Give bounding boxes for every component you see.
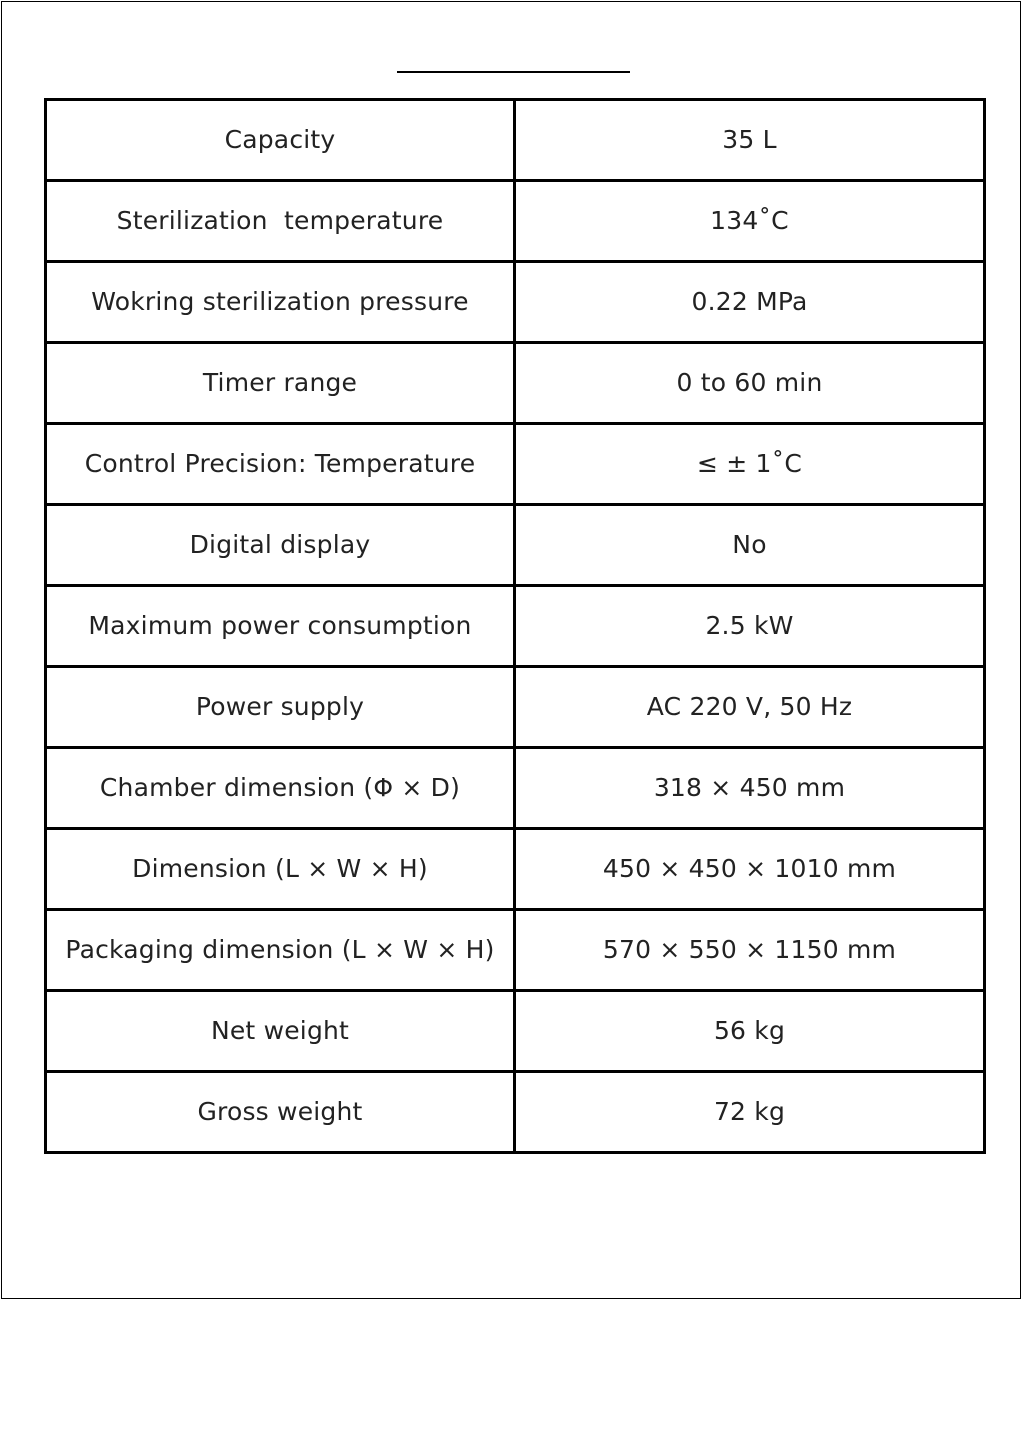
table-row bbox=[46, 829, 985, 910]
spec-label: Net weight bbox=[46, 991, 515, 1072]
spec-label: Control Precision: Temperature bbox=[46, 424, 515, 505]
table-row bbox=[46, 181, 985, 262]
spec-label: Gross weight bbox=[46, 1072, 515, 1153]
spec-label: Power supply bbox=[46, 667, 515, 748]
spec-value: 134˚C bbox=[515, 181, 985, 262]
table-row bbox=[46, 1072, 985, 1153]
spec-value: 570 × 550 × 1150 mm bbox=[515, 910, 985, 991]
table-row bbox=[46, 586, 985, 667]
table-row bbox=[46, 667, 985, 748]
spec-value: AC 220 V, 50 Hz bbox=[515, 667, 985, 748]
spec-label: Dimension (L × W × H) bbox=[46, 829, 515, 910]
spec-value: 450 × 450 × 1010 mm bbox=[515, 829, 985, 910]
spec-value: 35 L bbox=[515, 100, 985, 181]
spec-value: No bbox=[515, 505, 985, 586]
table-row bbox=[46, 100, 985, 181]
spec-label: Chamber dimension (Φ × D) bbox=[46, 748, 515, 829]
table-row bbox=[46, 748, 985, 829]
spec-value: 72 kg bbox=[515, 1072, 985, 1153]
spec-label: Timer range bbox=[46, 343, 515, 424]
spec-value: 56 kg bbox=[515, 991, 985, 1072]
spec-value: 0.22 MPa bbox=[515, 262, 985, 343]
document-page bbox=[1, 1, 1021, 1299]
spec-label: Capacity bbox=[46, 100, 515, 181]
spec-label: Digital display bbox=[46, 505, 515, 586]
table-row bbox=[46, 262, 985, 343]
spec-label: Sterilization temperature bbox=[46, 181, 515, 262]
table-row bbox=[46, 991, 985, 1072]
spec-value: 2.5 kW bbox=[515, 586, 985, 667]
specification-table bbox=[44, 98, 986, 1154]
spec-value: 318 × 450 mm bbox=[515, 748, 985, 829]
title-rule bbox=[397, 71, 630, 73]
table-row bbox=[46, 343, 985, 424]
spec-value: ≤ ± 1˚C bbox=[515, 424, 985, 505]
spec-value: 0 to 60 min bbox=[515, 343, 985, 424]
table-row bbox=[46, 424, 985, 505]
spec-label: Wokring sterilization pressure bbox=[46, 262, 515, 343]
table-row bbox=[46, 910, 985, 991]
spec-label: Maximum power consumption bbox=[46, 586, 515, 667]
table-row bbox=[46, 505, 985, 586]
spec-label: Packaging dimension (L × W × H) bbox=[46, 910, 515, 991]
